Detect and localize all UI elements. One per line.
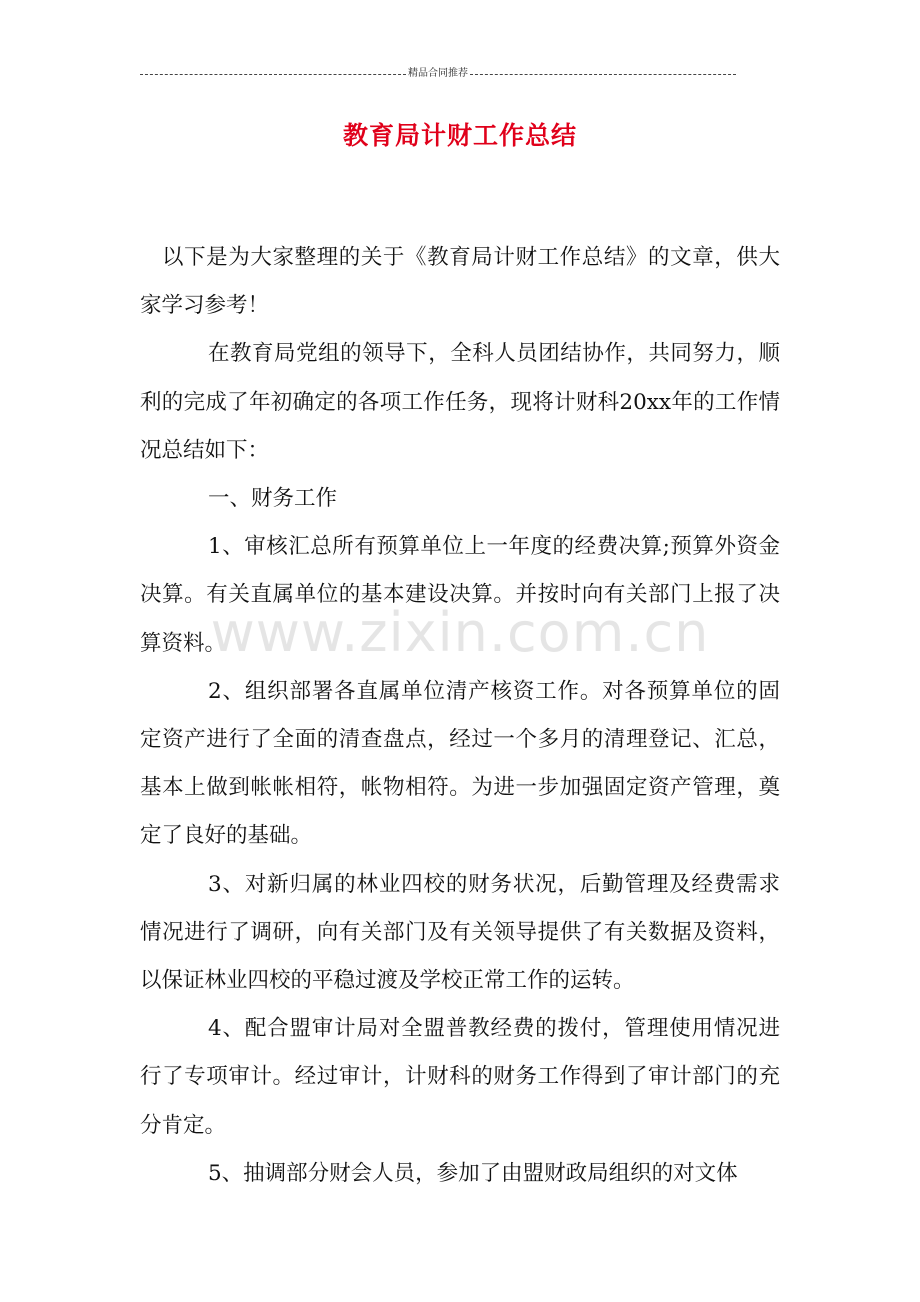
paragraph: 3、对新归属的林业四校的财务状况，后勤管理及经费需求情况进行了调研，向有关部门及有关领导提供了有关数据及资料，以保证林业四校的平稳过渡及学校正常工作的运转。 xyxy=(140,871,780,994)
watermark: www.zixin.com.cn xyxy=(210,601,710,664)
paragraph: 在教育局党组的领导下，全科人员团结协作，共同努力，顺利的完成了年初确定的各项工作任务，现将计财科20xx年的工作情况总结如下： xyxy=(140,341,780,463)
document-body xyxy=(140,234,780,1198)
paragraph: 1、审核汇总所有预算单位上一年度的经费决算;预算外资金决算。有关直属单位的基本建设决算。并按时向有关部门上报了决算资料。 xyxy=(140,534,780,656)
header-rule xyxy=(140,66,736,82)
header-dash-left xyxy=(140,74,406,75)
section-heading: 一、财务工作 xyxy=(208,486,338,512)
header-dash-right xyxy=(470,74,736,75)
paragraph-intro: 以下是为大家整理的关于《教育局计财工作总结》的文章，供大家学习参考！ xyxy=(140,245,780,319)
header-label: 精品合同推荐 xyxy=(408,68,468,79)
document-title: 教育局计财工作总结 xyxy=(342,121,577,150)
paragraph: 5、抽调部分财会人员，参加了由盟财政局组织的对文体 xyxy=(208,1160,738,1186)
paragraph: 2、组织部署各直属单位清产核资工作。对各预算单位的固定资产进行了全面的清查盘点，经过一个多月的清理登记、汇总，基本上做到帐帐相符，帐物相符。为进一步加强固定资产管理，奠定了良好的基础。 xyxy=(140,678,780,849)
paragraph: 4、配合盟审计局对全盟普教经费的拨付，管理使用情况进行了专项审计。经过审计，计财科的财务工作得到了审计部门的充分肯定。 xyxy=(140,1016,780,1138)
